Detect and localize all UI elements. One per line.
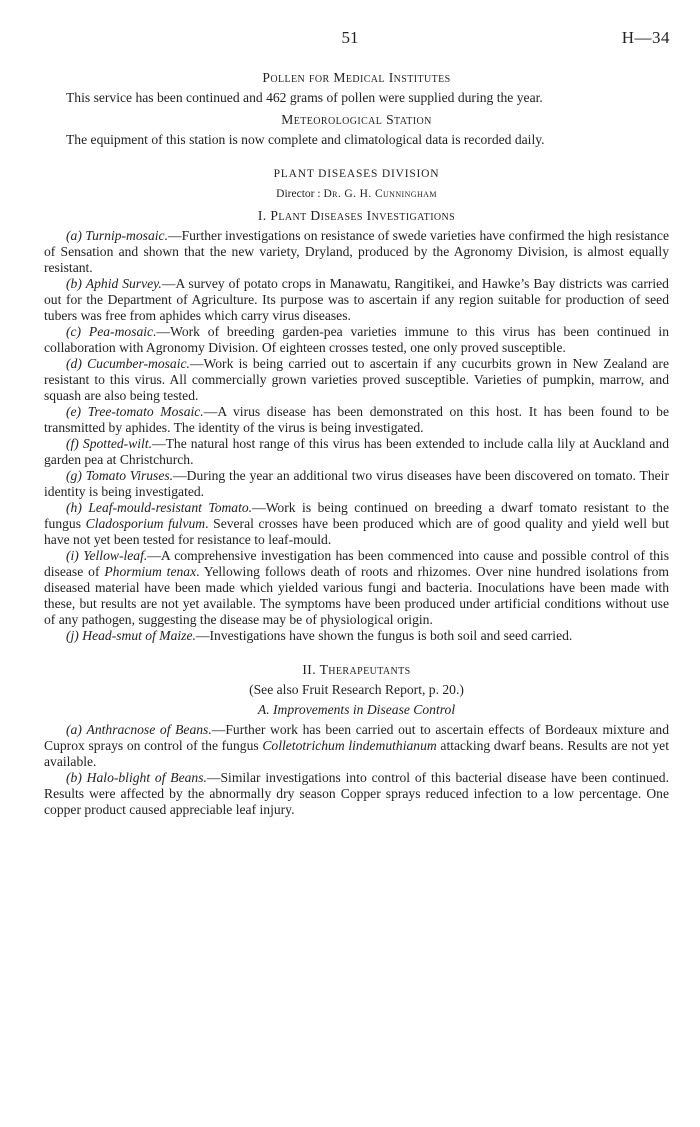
pollen-paragraph: This service has been continued and 462 grams of pollen were supplied during the year. [66,90,543,105]
item-marker: (g) [66,468,82,483]
list-item [44,468,669,500]
item-marker: (b) [66,770,82,785]
list-item [44,722,669,770]
list-item [44,628,669,644]
section2-subheading [44,702,669,718]
item-marker: (c) [66,324,82,339]
species-name: Cladosporium fulvum [85,516,206,531]
item-text: —Work of breeding garden-pea varieties immune to this virus has been continued in collaboration with Agronomy Division. Of eighteen crosses tested, one only proved susceptible. [44,324,670,355]
item-marker: (h) [66,500,82,515]
meteo-paragraph: The equipment of this station is now complete and climatological data is recorded daily. [66,132,545,147]
item-marker: (a) [66,228,82,243]
item-text: —Investigations have shown the fungus is both soil and seed carried. [195,628,573,643]
item-text: attacking dwarf beans. Results are not yet available. [44,738,669,769]
list-item [44,276,669,324]
page-body [44,70,669,818]
page-reference: H—34 [621,28,670,47]
item-marker: (a) [66,722,82,737]
item-text: —Work is being continued on breeding a dwarf tomato resistant to the fungus [44,500,669,531]
item-title: Leaf-mould-resistant Tomato. [88,500,253,515]
page-number: 51 [341,28,359,47]
pollen-heading: Pollen for Medical Institutes [262,70,451,85]
item-text: . Several crosses have been produced which are of good quality and yield well but have not yet been tested for resistance to leaf-mould. [44,516,669,547]
division-title: PLANT DISEASES DIVISION [273,168,440,180]
meteo-heading: Meteorological Station [281,112,432,127]
item-text: —A comprehensive investigation has been commenced into cause and possible control of this disease of [44,548,669,579]
list-item [44,324,669,356]
item-text: —During the year an additional two virus diseases have been discovered on tomato. Their identity is being investigated. [44,468,669,499]
item-title: Tree-tomato Mosaic. [87,404,204,419]
item-text: —Further work has been carried out to ascertain effects of Bordeaux mixture and Cuprox sprays on control of the fungus [44,722,670,753]
item-text: —Similar investigations into control of this bacterial disease have been continued. Results were affected by the abnormally dry season Copper sprays reduced infection to a low percentage. One copper product caused appreciable leaf injury. [44,770,669,817]
list-item [44,436,669,468]
section2-heading: II. Therapeutants [302,662,411,677]
item-marker: (j) [66,628,79,643]
item-title: Aphid Survey. [85,276,162,291]
species-name: Colletotrichum lindemuthianum [262,738,437,753]
list-item [44,228,669,276]
item-text: . Yellowing follows death of roots and rhizomes. Over nine hundred isolations from diseased material have been made which yielded various fungi and bacteria. Inoculations have been made with these, but results are not yet available. The symptoms have been produced under artificial conditions without use of any pathogen, suggesting the disease may be of physiological origin. [44,564,669,627]
division-director [44,186,669,202]
item-text: —A survey of potato crops in Manawatu, Rangitikei, and Hawke’s Bay districts was carried out for the Department of Agriculture. Its purpose was to ascertain if any region suitable for production of seed tubers was free from aphides which carry virus diseases. [44,276,669,323]
item-title: Yellow-leaf. [83,548,148,563]
item-title: Anthracnose of Beans. [86,722,212,737]
list-item [44,356,669,404]
item-text: —Work is being carried out to ascertain if any cucurbits grown in New Zealand are resistant to this virus. All commercially grown varieties proved susceptible. Varieties of pumpkin, marrow, and squash are also being tested. [44,356,669,403]
subheading-text: A. Improvements in Disease Control [257,702,456,717]
director-name: Dr. G. H. Cunningham [323,188,437,200]
item-title: Pea-mosaic. [88,324,157,339]
item-title: Cucumber-mosaic. [87,356,190,371]
item-title: Tomato Viruses. [85,468,174,483]
species-name: Phormium tenax [104,564,197,579]
item-text: —A virus disease has been demonstrated on this host. It has been found to be transmitted by aphides. The identity of the virus is being investigated. [44,404,669,435]
list-item [44,548,669,628]
list-item [44,770,669,818]
item-text: —Further investigations on resistance of swede varieties have confirmed the high resistance of Sensation and shown that the new variety, Dryland, produced by the Agronomy Division, is almost equally resistant. [44,228,669,275]
page-header [0,30,700,52]
director-label: Director : [276,188,321,200]
item-marker: (d) [66,356,82,371]
item-marker: (e) [66,404,82,419]
see-also-note: (See also Fruit Research Report, p. 20.) [249,682,464,697]
item-marker: (f) [66,436,79,451]
list-item [44,500,669,548]
section1-heading: I. Plant Diseases Investigations [257,208,456,223]
item-marker: (i) [66,548,79,563]
item-title: Spotted-wilt. [82,436,153,451]
item-marker: (b) [66,276,82,291]
item-title: Turnip-mosaic. [85,228,168,243]
item-title: Halo-blight of Beans. [86,770,207,785]
item-text: —The natural host range of this virus has been extended to include calla lily at Auckland and garden pea at Christchurch. [44,436,670,467]
item-title: Head-smut of Maize. [82,628,196,643]
list-item [44,404,669,436]
